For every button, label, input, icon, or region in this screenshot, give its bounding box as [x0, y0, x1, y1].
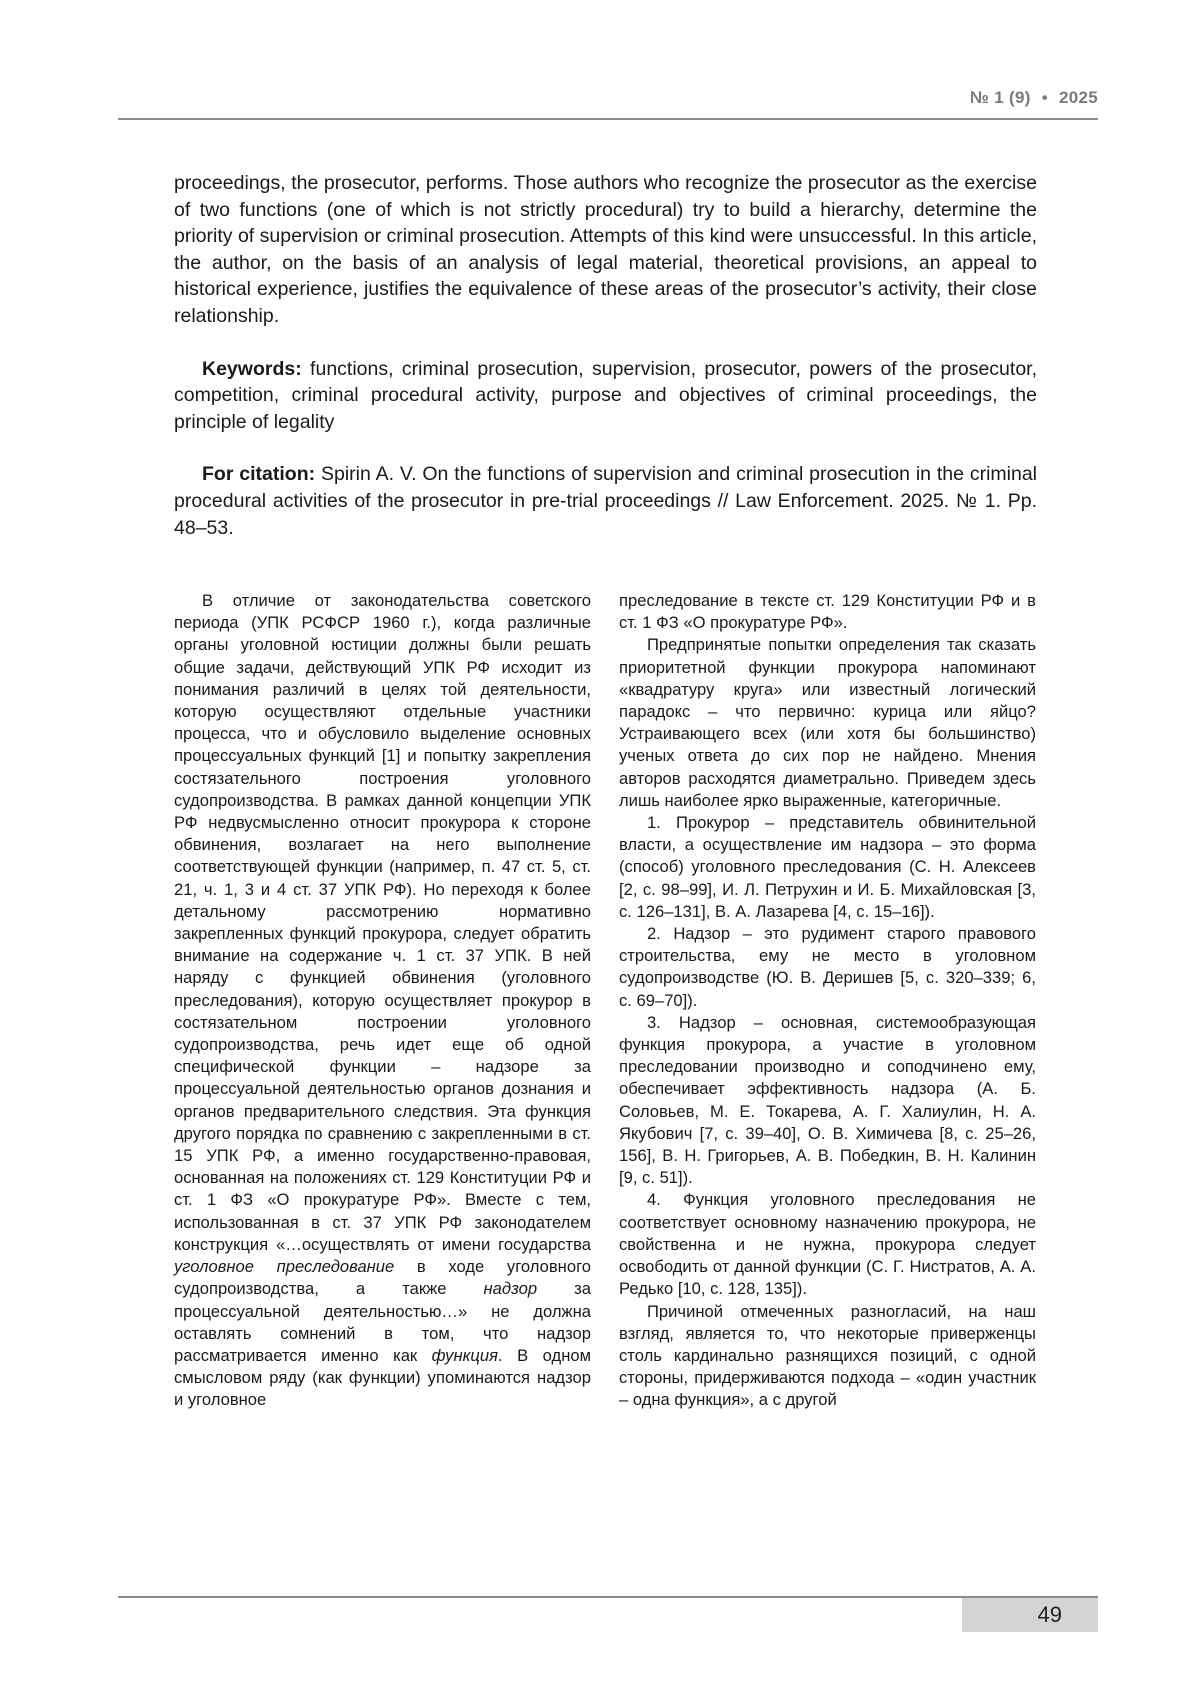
body-column-left — [174, 590, 591, 1412]
body-paragraph — [174, 590, 591, 1412]
list-item-position-2: 2. Надзор – это рудимент старого правового строительства, ему не место в уголовном судопроизводстве (Ю. В. Деришев [5, с. 320–339; 6, с. 69–70]). — [619, 924, 1036, 1010]
list-item-position-1: 1. Прокурор – представитель обвинительной власти, а осуществление им надзора – это форма (способ) уголовного преследования (С. Н. Алексеев [2, с. 98–99], И. Л. Петрухин и И. Б. Михайловская [3, с. 126–131], В. А. Лазарева [4, с. 15–16]). — [619, 813, 1036, 921]
page-number: 49 — [1037, 1602, 1062, 1627]
body-paragraph: Предпринятые попытки определения так сказать приоритетной функции прокурора напоминают «квадратуру круга» или известный логический парадокс – что первично: курица или яйцо? Устраивающего всех (или хотя бы большинство) ученых ответа до сих пор не найдено. Мнения авторов расходятся диаметрально. Приведем здесь лишь наиболее ярко выраженные, категоричные. — [619, 635, 1036, 810]
body-paragraph: Причиной отмеченных разногласий, на наш взгляд, является то, что некоторые приверженцы столь кардинально разнящихся позиций, с одной стороны, придерживаются подхода – «один участник – одна функция», а с другой — [619, 1301, 1036, 1410]
abstract-block — [174, 170, 1037, 567]
running-header — [118, 84, 1098, 120]
list-item-position-4: 4. Функция уголовного преследования не соответствует основному назначению прокурора, не свойственна и не нужна, прокурора следует освободить от данной функции (С. Г. Нистратов, А. А. Редько [10, с. 128, 135]). — [619, 1190, 1036, 1299]
keywords-text: functions, criminal prosecution, supervision, prosecutor, powers of the prosecutor, competition, criminal procedural activity, purpose and objectives of criminal proceedings, the principle of legality — [174, 357, 1037, 433]
separator-dot: • — [1041, 88, 1048, 107]
italic-term: функция — [431, 1345, 499, 1365]
citation-label: For citation: — [202, 463, 316, 486]
body-column-right — [619, 590, 1036, 1412]
keywords-paragraph — [174, 356, 1037, 436]
list-item-position-3: 3. Надзор – основная, системообразующая функция прокурора, а участие в уголовном преследовании производно и соподчинено ему, обеспечивает эффективность надзора (А. Б. Соловьев, М. Е. Токарева, А. Г. Халиулин, Н. А. Якубович [7, с. 39–40], О. В. Химичева [8, с. 25–26, 156], В. Н. Григорьев, А. В. Победкин, В. Н. Калинин [9, с. 51]). — [619, 1012, 1036, 1188]
citation-paragraph — [174, 461, 1037, 541]
issue-year: 2025 — [1058, 88, 1098, 107]
citation-text: Spirin A. V. On the functions of supervision and criminal prosecution in the criminal procedural activities of the prosecutor in pre-trial proceedings // Law Enforcement. 2025. № 1. Pp. 48–53. — [174, 463, 1037, 539]
issue-number: № 1 (9) — [969, 88, 1031, 107]
italic-term: надзор — [483, 1279, 538, 1299]
issue-info — [970, 88, 1098, 108]
page-number-box — [962, 1598, 1098, 1632]
abstract-continuation: proceedings, the prosecutor, performs. Those authors who recognize the prosecutor as the exercise of two functions (one of which is not strictly procedural) try to build a hierarchy, determine the priority of supervision or criminal prosecution. Attempts of this kind were unsuccessful. In this article, the author, on the basis of an analysis of legal material, theoretical provisions, an appeal to historical experience, justifies the equivalence of these areas of the prosecutor’s activity, their close relationship. — [174, 172, 1037, 327]
body-paragraph: преследование в тексте ст. 129 Конституции РФ и в ст. 1 ФЗ «О прокуратуре РФ». — [619, 591, 1036, 633]
text-run: в ходе уголовного судопроизводства, а также — [174, 1257, 591, 1299]
footer-rule — [118, 1596, 1098, 1598]
keywords-label: Keywords: — [202, 357, 302, 380]
italic-term: уголовное преследование — [174, 1257, 395, 1277]
text-run: . В одном смысловом ряду (как функции) упоминаются надзор и уголовное — [174, 1345, 591, 1410]
text-run: В отличие от законодательства советского периода (УПК РСФСР 1960 г.), когда различные органы уголовной юстиции должны были решать общие задачи, действующий УПК РФ исходит из понимания различий в целях той деятельности, которую осуществляют отдельные участники процесса, что и обусловило выделение основных процессуальных функций [1] и попытку закрепления состязательного построения уголовного судопроизводства. В рамках данной концепции УПК РФ недвусмысленно относит прокурора к стороне обвинения, возлагает на него выполнение соответствующей функции (например, п. 47 ст. 5, ст. 21, ч. 1, 3 и 4 ст. 37 УПК РФ). Но переходя к более детальному рассмотрению нормативно закрепленных функций прокурора, следует обратить внимание на содержание ч. 1 ст. 37 УПК. В ней наряду с функцией обвинения (уголовного преследования), которую осуществляет прокурор в состязательном построении уголовного судопроизводства, речь идет еще об одной специфической функции – надзоре за процессуальной деятельностью органов дознания и органов предварительного следствия. Эта функция другого порядка по сравнению с закрепленными в ст. 15 УПК РФ, а именно государственно-правовая, основанная на положениях ст. 129 Конституции РФ и ст. 1 ФЗ «О прокуратуре РФ». Вместе с тем, использованная в ст. 37 УПК РФ законодателем конструкция «…осуществлять от имени государства — [174, 591, 591, 1254]
text-run: за процессуальной деятельностью…» не должна оставлять сомнений в том, что надзор рассматривается именно как — [174, 1279, 592, 1365]
